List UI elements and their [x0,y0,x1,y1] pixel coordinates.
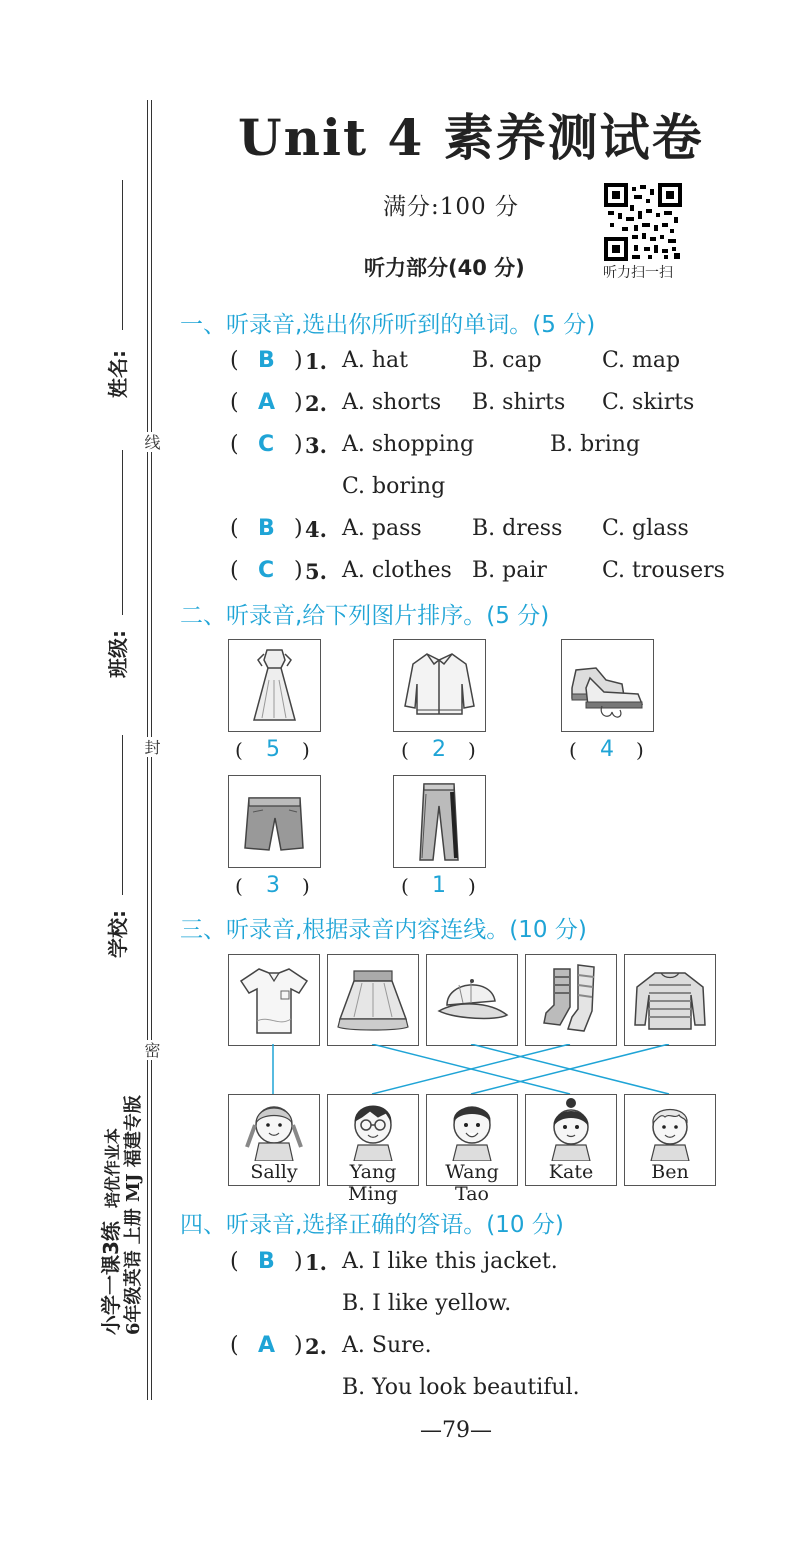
cap-icon [427,955,517,1045]
class-field[interactable] [100,450,130,680]
option-b[interactable]: B. cap [472,348,542,373]
option-b[interactable]: B. bring [550,432,641,457]
answer: A [258,390,276,415]
person-card[interactable] [624,1094,716,1186]
listening-part-heading: 听力部分(40 分) [364,256,525,280]
option-c[interactable]: C. trousers [602,558,725,583]
shorts-icon [229,776,320,867]
book-branding [95,1035,145,1335]
option-a[interactable]: A. clothes [342,558,452,583]
book-series-text: 培优作业本 [103,1128,122,1209]
class-label: 班级: [106,630,130,678]
person-name: Kate [548,1161,594,1183]
sweater-icon [625,955,715,1045]
name-field[interactable] [100,180,130,400]
option-c[interactable]: C. boring [342,474,446,499]
clothing-card[interactable] [228,954,320,1046]
answer: B [258,348,275,373]
picture-card [393,639,486,732]
boy-glasses-avatar-icon [328,1095,418,1161]
answer: B [258,1249,275,1274]
name-label: 姓名: [106,350,130,398]
jacket-icon [394,640,485,731]
seal-line-char: 密 [142,1042,161,1058]
shoes-icon [562,640,653,731]
option-a[interactable]: A. shorts [342,390,442,415]
question-number: 1. [305,1250,327,1275]
clothing-card[interactable] [624,954,716,1046]
seal-line-char: 线 [142,434,161,450]
question-number: 4. [305,517,327,542]
section4-title: 四、听录音,选择正确的答语。(10 分) [180,1212,564,1238]
skirt-icon [328,955,418,1045]
option-b[interactable]: B. You look beautiful. [342,1375,580,1400]
question-number: 5. [305,559,327,584]
person-name: Wang Tao [445,1161,499,1205]
option-a[interactable]: A. shopping [342,432,475,457]
match-lines [228,1044,718,1096]
tshirt-icon [229,955,319,1045]
option-c[interactable]: C. map [602,348,681,373]
option-a[interactable]: A. hat [342,348,408,373]
person-card[interactable] [426,1094,518,1205]
boy-avatar-icon [427,1095,517,1161]
question-number: 3. [305,433,327,458]
answer: B [258,516,275,541]
question-number: 2. [305,1334,327,1359]
option-b[interactable]: B. I like yellow. [342,1291,512,1316]
question-number: 1. [305,349,327,374]
person-name: Yang Ming [348,1161,398,1205]
picture-card [228,775,321,868]
school-field[interactable] [100,735,130,960]
dress-icon [229,640,320,731]
answer: A [258,1333,276,1358]
person-name: Sally [250,1161,298,1183]
clothing-card[interactable] [426,954,518,1046]
option-b[interactable]: B. pair [472,558,547,583]
person-card[interactable] [228,1094,320,1186]
picture-card [228,639,321,732]
option-c[interactable]: C. glass [602,516,689,541]
section2-title: 二、听录音,给下列图片排序。(5 分) [180,603,550,629]
girl-bun-avatar-icon [526,1095,616,1161]
answer: C [258,558,275,583]
boy-curly-avatar-icon [625,1095,715,1161]
option-a[interactable]: A. pass [342,516,422,541]
option-a[interactable]: A. I like this jacket. [342,1249,558,1274]
book-info: 6年级英语 上册 MJ 福建专版 [123,1095,144,1335]
question-number: 2. [305,391,327,416]
socks-icon [526,955,616,1045]
picture-card [393,775,486,868]
picture-card [561,639,654,732]
option-a[interactable]: A. Sure. [342,1333,432,1358]
girl-avatar-icon [229,1095,319,1161]
option-b[interactable]: B. dress [472,516,563,541]
page-title: Unit 4 素养测试卷 [238,108,704,167]
qr-code-icon[interactable] [604,183,682,261]
page-number: —79— [420,1418,492,1443]
qr-label: 听力扫一扫 [603,265,673,281]
full-score: 满分:100 分 [383,194,519,220]
section3-title: 三、听录音,根据录音内容连线。(10 分) [180,917,587,943]
answer: C [258,432,275,457]
option-c[interactable]: C. skirts [602,390,695,415]
person-card[interactable] [327,1094,419,1205]
trousers-icon [394,776,485,867]
clothing-card[interactable] [327,954,419,1046]
person-name: Ben [651,1161,689,1183]
seal-line-char: 封 [142,739,161,755]
book-brand-text: 小学一课3练 [99,1221,123,1335]
person-card[interactable] [525,1094,617,1186]
option-b[interactable]: B. shirts [472,390,566,415]
clothing-card[interactable] [525,954,617,1046]
section1-title: 一、听录音,选出你所听到的单词。(5 分) [180,312,596,338]
school-label: 学校: [106,910,130,958]
